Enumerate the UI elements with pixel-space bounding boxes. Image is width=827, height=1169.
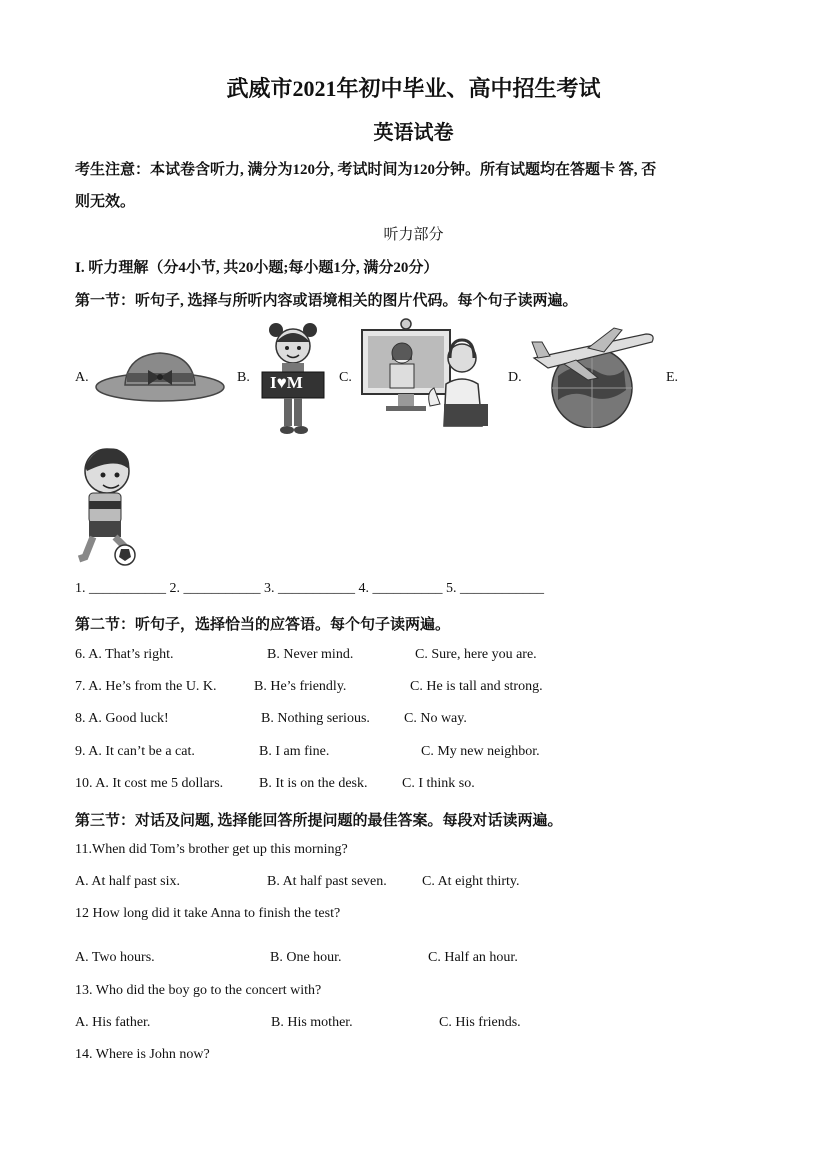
q11-c: C. At eight thirty.: [422, 874, 520, 889]
q8-c: C. No way.: [404, 711, 467, 726]
q9-c: C. My new neighbor.: [421, 744, 540, 759]
q12-c: C. Half an hour.: [428, 950, 518, 965]
q13-b: B. His mother.: [271, 1015, 353, 1030]
q12-b: B. One hour.: [270, 950, 342, 965]
answer-blanks: 1. ___________ 2. ___________ 3. ___________ 4. __________ 5. ____________: [75, 581, 544, 596]
page-title: 武威市2021年初中毕业、高中招生考试: [226, 76, 601, 101]
label-d: D.: [508, 370, 522, 385]
q10-a: 10. A. It cost me 5 dollars.: [75, 776, 224, 791]
sec1-heading: 第一节：听句子, 选择与所听内容或语境相关的图片代码。每个句子读两遍。: [75, 293, 578, 309]
boy-football-icon: [75, 445, 145, 569]
hat-icon: [93, 345, 228, 405]
q6-b: B. Never mind.: [267, 647, 354, 662]
q12-question: 12 How long did it take Anna to finish the test?: [75, 906, 341, 921]
q13-c: C. His friends.: [439, 1015, 521, 1030]
q6-a: 6. A. That’s right.: [75, 647, 174, 662]
airplane-globe-icon: [528, 320, 660, 428]
q6-c: C. Sure, here you are.: [415, 647, 537, 662]
notice-line-2: 则无效。: [75, 194, 136, 210]
section-title: 听力部分: [383, 227, 444, 243]
q7-a: 7. A. He’s from the U. K.: [75, 679, 217, 694]
q9-b: B. I am fine.: [259, 744, 330, 759]
page-subtitle: 英语试卷: [373, 122, 454, 144]
q14-question: 14. Where is John now?: [75, 1047, 210, 1062]
sec2-heading: 第二节：听句子，选择恰当的应答语。每个句子读两遍。: [75, 617, 451, 633]
q13-question: 13. Who did the boy go to the concert with?: [75, 983, 322, 998]
q10-c: C. I think so.: [402, 776, 475, 791]
label-c: C.: [339, 370, 352, 385]
q11-a: A. At half past six.: [75, 874, 180, 889]
q9-a: 9. A. It can’t be a cat.: [75, 744, 195, 759]
q10-b: B. It is on the desk.: [259, 776, 368, 791]
label-e: E.: [666, 370, 679, 385]
q7-c: C. He is tall and strong.: [410, 679, 543, 694]
q7-b: B. He’s friendly.: [254, 679, 347, 694]
sec3-heading: 第三节：对话及问题, 选择能回答所提问题的最佳答案。每段对话读两遍。: [75, 813, 563, 829]
label-a: A.: [75, 370, 89, 385]
part1-heading: I. 听力理解（分4小节, 共20小题;每小题1分, 满分20分）: [75, 260, 439, 276]
label-b: B.: [237, 370, 250, 385]
notice-line-1: 考生注意：本试卷含听力, 满分为120分, 考试时间为120分钟。所有试题均在答题卡 答, 否: [75, 162, 657, 178]
q11-b: B. At half past seven.: [267, 874, 387, 889]
q8-b: B. Nothing serious.: [261, 711, 370, 726]
q8-a: 8. A. Good luck!: [75, 711, 169, 726]
q11-question: 11.When did Tom’s brother get up this morning?: [75, 842, 348, 857]
q12-a: A. Two hours.: [75, 950, 155, 965]
sign-text: I♥M: [270, 373, 303, 392]
video-call-icon: [358, 318, 498, 430]
q13-a: A. His father.: [75, 1015, 151, 1030]
